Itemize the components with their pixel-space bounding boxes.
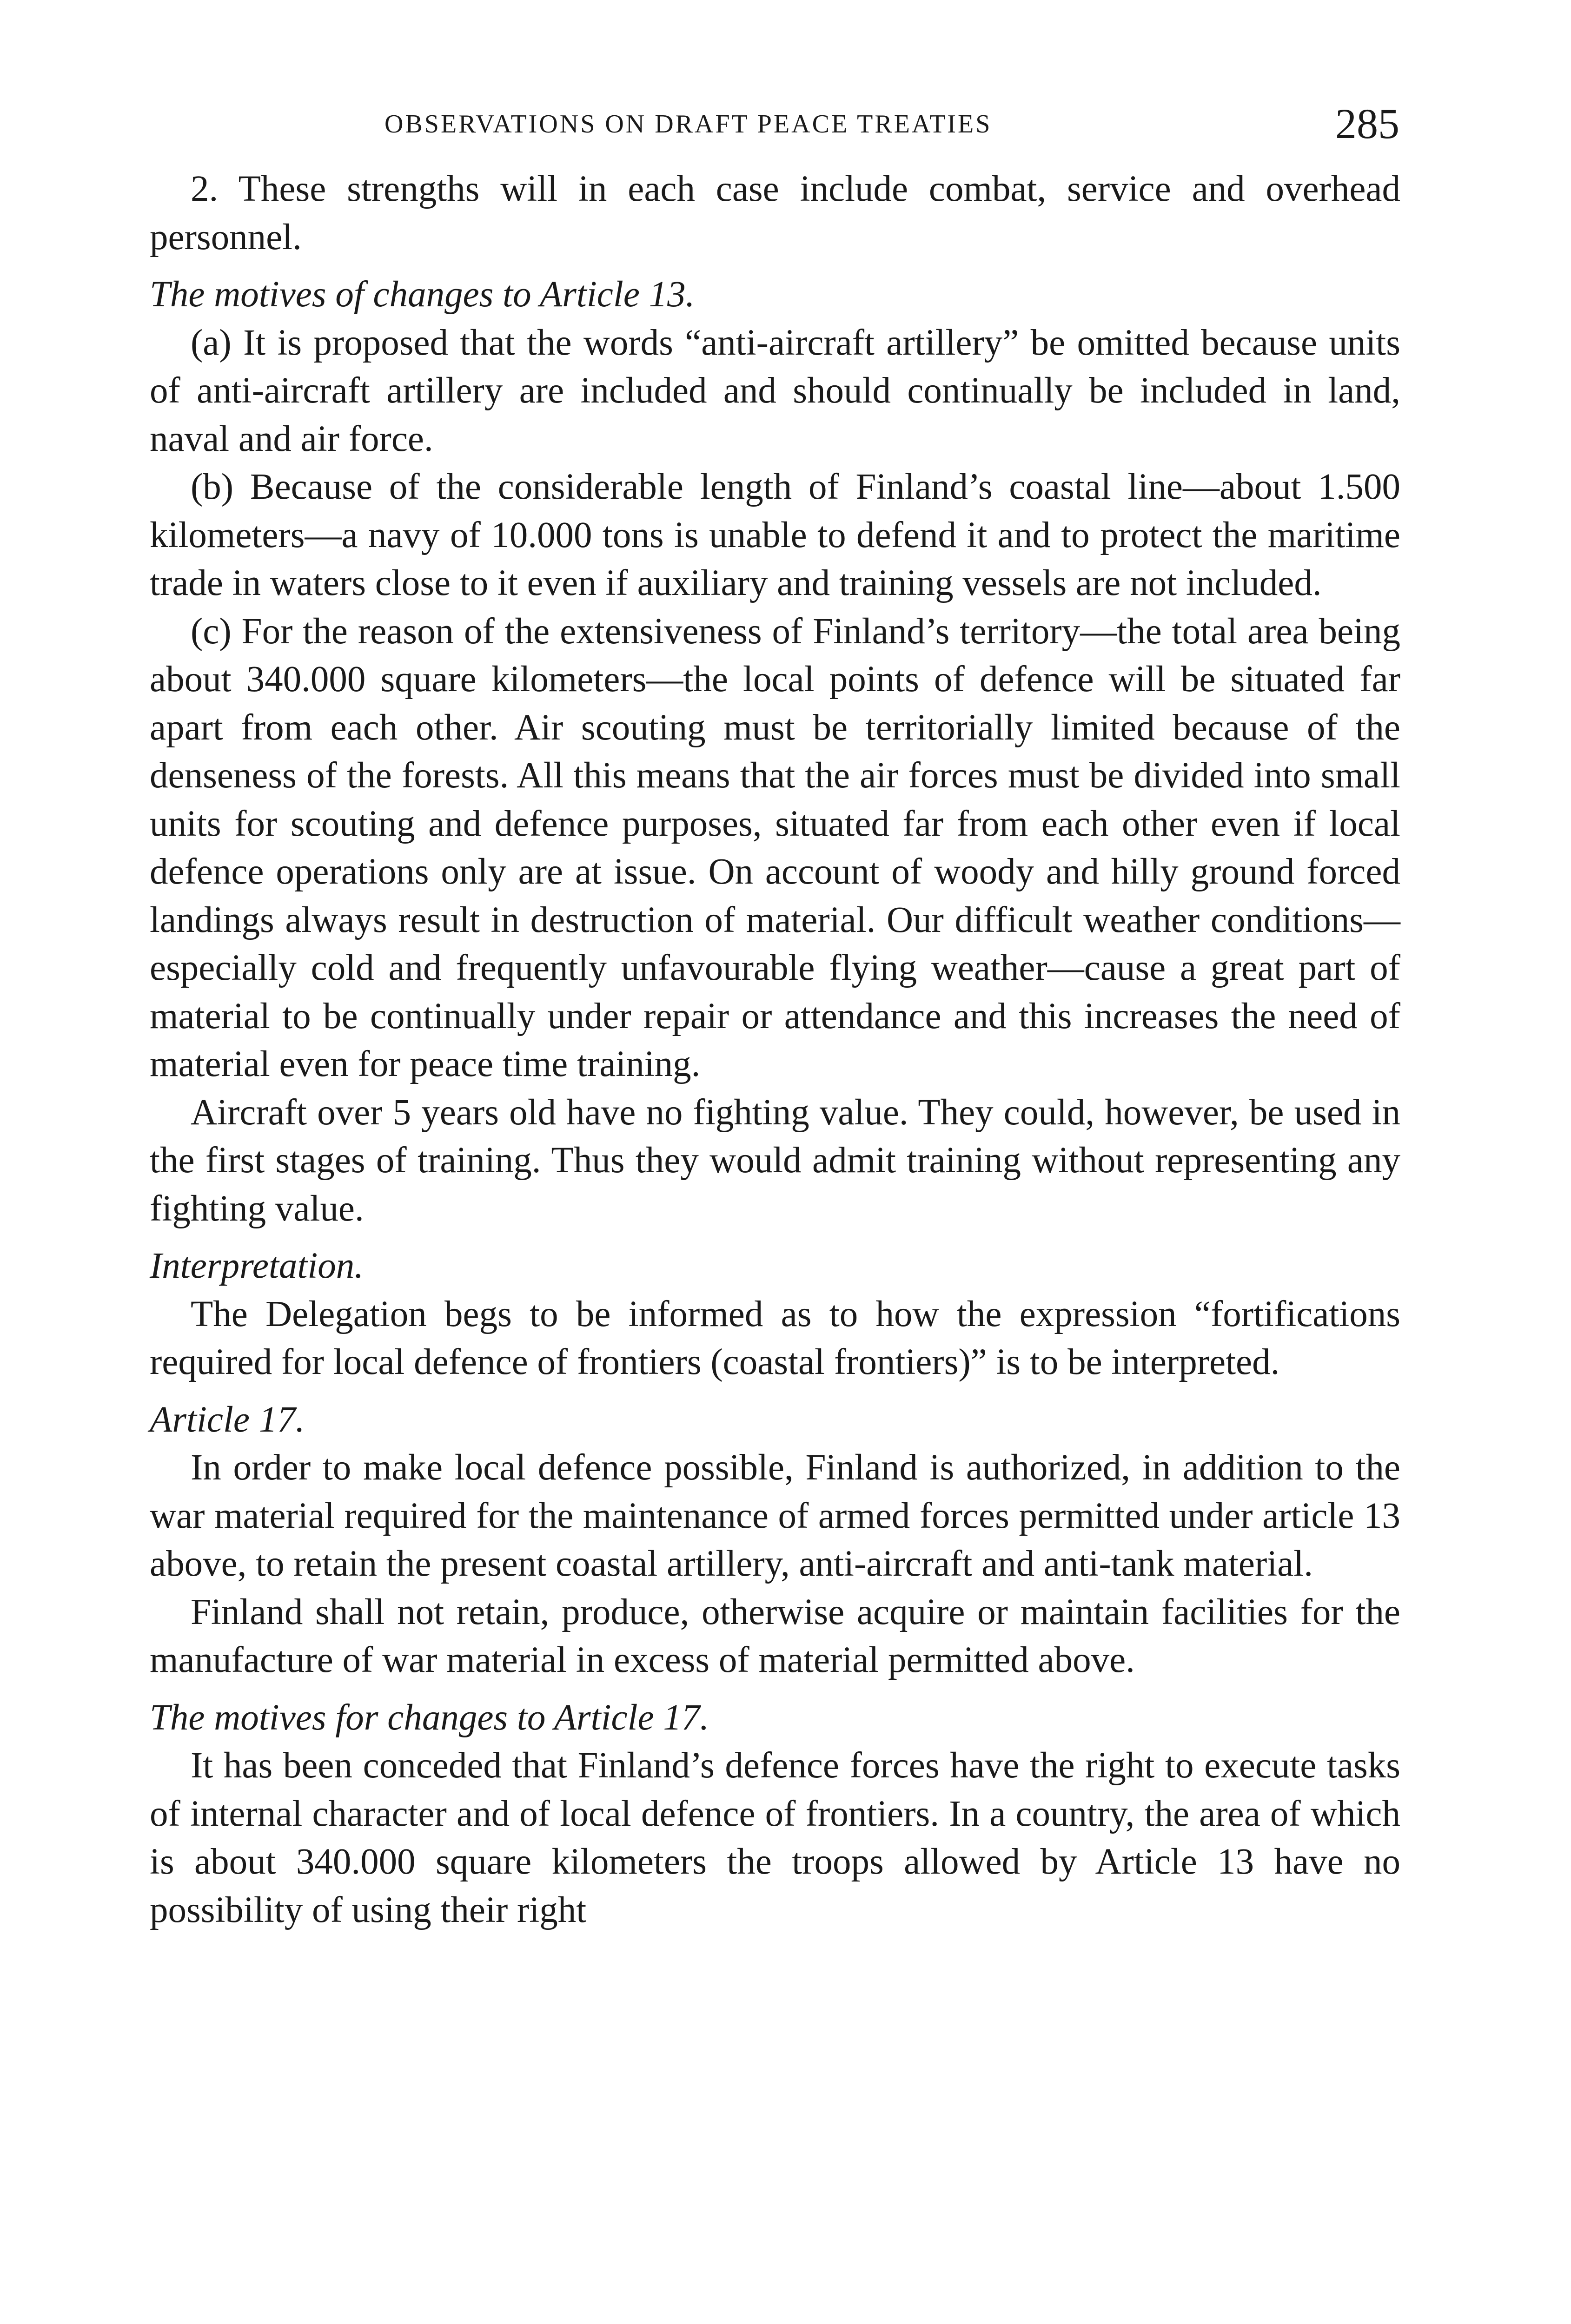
paragraph-delegation: The Delegation begs to be informed as to how the expression “fortifications required for local defence of frontiers (coastal frontiers)” is to be interpreted. [150,1294,1400,1382]
page-header [150,100,1400,165]
paragraph-conceded: It has been conceded that Finland’s defence forces have the right to execute tasks of internal character and of local defence of frontiers. In a country, the area of which is about 340.000 square kilometers the troops allowed by Article 13 have no possibility of using their right [150,1745,1400,1930]
heading-article-17: Article 17. [150,1399,305,1440]
page-number: 285 [1335,100,1399,147]
paragraph-aircraft: Aircraft over 5 years old have no fighting value. They could, however, be used in the first stages of training. Thus they would admit training without representing any fighting value. [150,1092,1400,1229]
document-page [150,100,1400,1934]
paragraph-strengths: 2. These strengths will in each case include combat, service and overhead personnel. [150,169,1400,257]
paragraph-facilities: Finland shall not retain, produce, otherwise acquire or maintain facilities for the manufacture of war material in excess of material permitted above. [150,1591,1400,1680]
heading-motives-article-17: The motives for changes to Article 17. [150,1697,709,1738]
paragraph-a: (a) It is proposed that the words “anti-aircraft artillery” be omitted because units of anti-aircraft artillery are included and should continually be included in land, naval and air force. [150,322,1400,459]
paragraph-c: (c) For the reason of the extensiveness of Finland’s territory—the total area being about 340.000 square kilometers—the local points of defence will be situated far apart from each other. Air scouting must be territorially limited because of the denseness of the forests. All this means that the air forces must be divided into small units for scouting and defence purposes, situated far from each other even if local defence operations only are at issue. On account of woody and hilly ground forced landings always result in destruction of material. Our difficult weather conditions—especially cold and frequently unfavourable flying weather—cause a great part of material to be continually under repair or attendance and this increases the need of material even for peace time training. [150,611,1400,1084]
paragraph-b: (b) Because of the considerable length of Finland’s coastal line—about 1.500 kilometers—a navy of 10.000 tons is unable to defend it and to protect the maritime trade in waters close to it even if auxiliary and training vessels are not included. [150,467,1400,603]
running-head: OBSERVATIONS ON DRAFT PEACE TREATIES [384,110,992,139]
heading-motives-article-13: The motives of changes to Article 13. [150,274,695,315]
heading-interpretation: Interpretation. [150,1246,364,1286]
paragraph-local-defence: In order to make local defence possible, Finland is authorized, in addition to the war material required for the maintenance of armed forces permitted under article 13 above, to retain the present coastal artillery, anti-aircraft and anti-tank material. [150,1447,1400,1584]
